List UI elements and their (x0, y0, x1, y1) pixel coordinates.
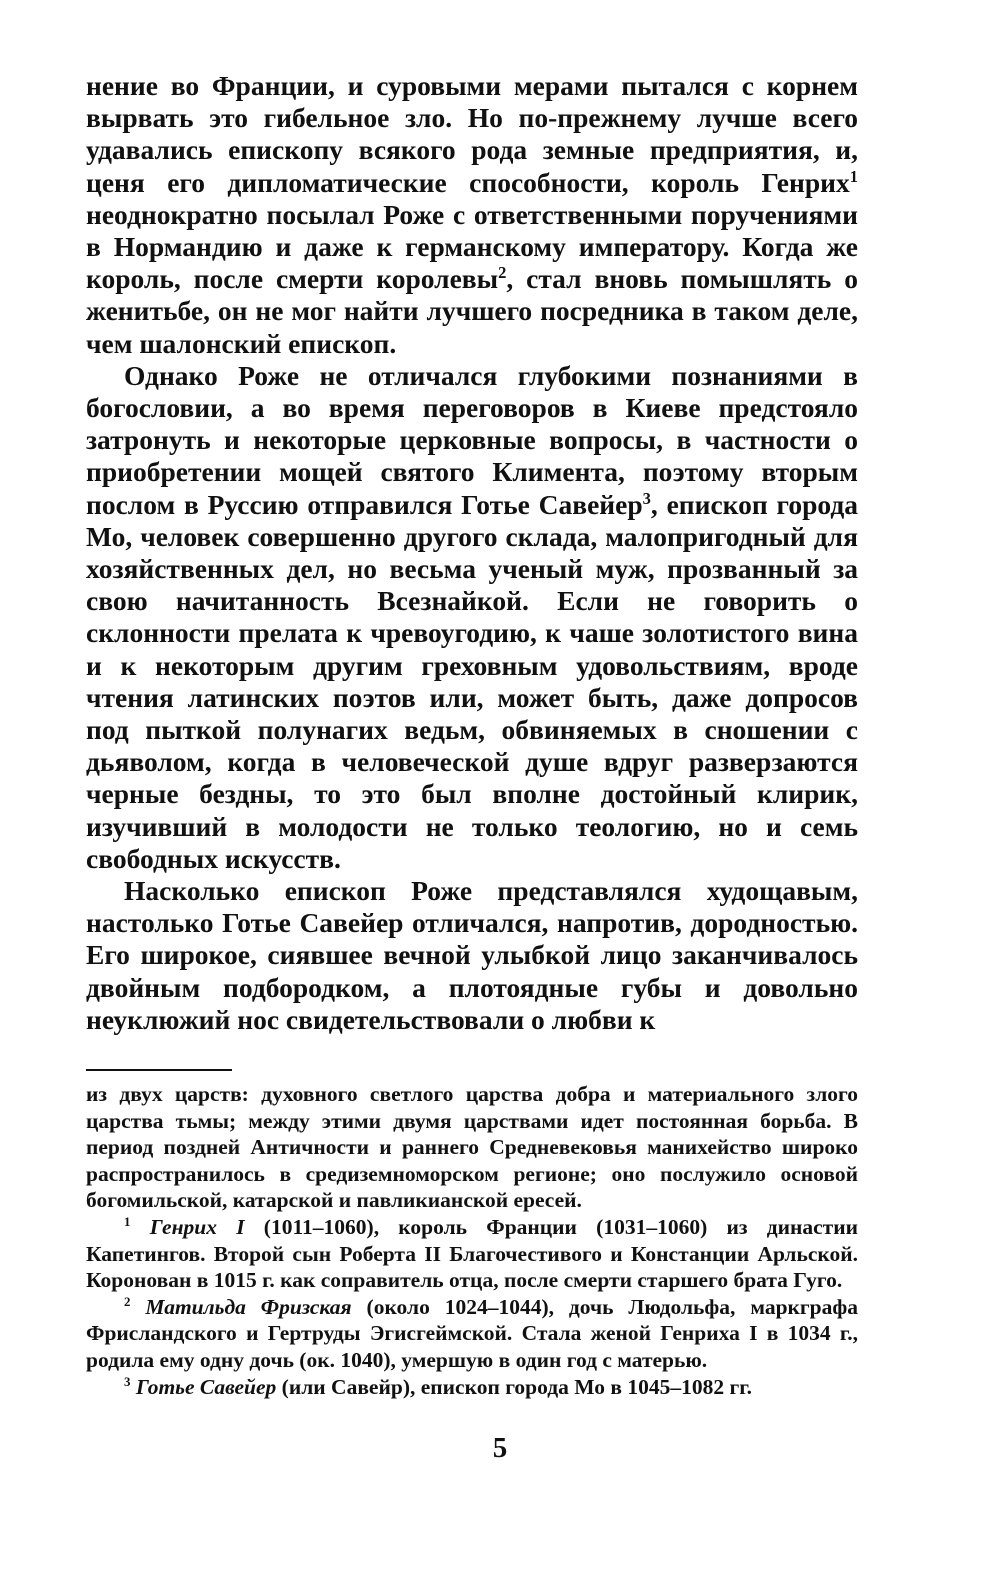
paragraph (86, 875, 858, 1036)
text-run: , стал вновь помышлять о женитьбе, он не мог найти лучшего посредника в таком деле, чем шалонский епископ. (86, 263, 858, 359)
text-run: Насколько епископ Роже представлялся худощавым, настолько Готье Савейер отличался, напротив, дородностью. Его широкое, сиявшее вечной улыбкой лицо заканчивалось двойным подбородком, а плотоядные губы и довольно неуклюжий нос свидетельствовали о любви к (86, 875, 858, 1035)
book-page (86, 70, 858, 1400)
text-run: Однако Роже не отличался глубокими познаниями в богословии, а во время переговоров в Киеве предстояло затронуть и некоторые церковные вопросы, в частности о приобретении мощей святого Климента, поэтому вторым послом в Руссию отправился Готье Савейер (86, 359, 858, 520)
text-run: (около 1024–1044), дочь Людольфа, маркграфа Фрисландского и Гертруды Эгисгеймской. Стала женой Генриха I в 1034 г., родила ему одну дочь (ок. 1040), умершую в один год с матерью. (86, 1294, 859, 1373)
page-number: 5 (492, 1432, 508, 1464)
footnote-separator-rule (86, 1069, 232, 1071)
main-text-body (86, 70, 858, 1036)
text-run: неоднократно посылал Роже с ответственными поручениями в Нормандию и даже к германскому императору. Когда же король, после смерти королевы (86, 198, 858, 295)
footnote (86, 1214, 858, 1294)
footnotes-section (86, 1081, 858, 1400)
footnote-marker: 3 (124, 1374, 131, 1389)
footnote (86, 1374, 858, 1401)
footnote (86, 1081, 858, 1214)
text-run: (или Савейр), епископ города Мо в 1045–1082 гг. (276, 1374, 752, 1399)
footnote-marker: 2 (124, 1294, 131, 1309)
text-run: (1011–1060), король Франции (1031–1060) из династии Капетингов. Второй сын Роберта II Благочестивого и Констанции Арльской. Коронован в 1015 г. как соправитель отца, после смерти старшего брата Гуго. (86, 1215, 859, 1293)
text-run: нение во Франции, и суровыми мерами пытался с корнем вырвать это гибельное зло. Но по-прежнему лучше всего удавались епископу всякого рода земные предприятия, и, ценя его дипломатические способности, король Генрих (86, 70, 858, 198)
footnote-subject-name: Генрих I (149, 1215, 245, 1240)
text-run (130, 1295, 145, 1319)
footnote-subject-name: Готье Савейер (135, 1374, 277, 1399)
text-run: из двух царств: духовного светлого царства добра и материального злого царства тьмы; между этими двумя царствами идет постоянная борьба. В период поздней Античности и раннего Средневековья манихейство широко распространилось в средиземноморском регионе; оно послужило основой богомильской, катарской и павликианской ересей. (86, 1082, 858, 1213)
text-run: , епископ города Мо, человек совершенно другого склада, малопригодный для хозяйственных дел, но весьма ученый муж, прозванный за свою начитанность Всезнайкой. Если не говорить о склонности прелата к чревоугодию, к чаше золотистого вина и к некоторым другим греховным удовольствиям, вроде чтения латинских поэтов или, может быть, даже допросов под пыткой полунагих ведьм, обвиняемых в сношении с дьяволом, когда в человеческой душе вдруг разверзаются черные бездны, то это был вполне достойный клирик, изучивший в молодости не только теологию, но и семь свободных искусств. (86, 488, 858, 874)
footnote-marker: 2 (498, 263, 507, 283)
footnote (86, 1294, 858, 1374)
paragraph (86, 70, 858, 360)
footnote-marker: 1 (124, 1214, 131, 1229)
footnote-subject-name: Матильда Фризская (145, 1294, 352, 1319)
footnote-marker: 3 (642, 488, 651, 508)
text-run (130, 1215, 149, 1239)
footnote-marker: 1 (849, 166, 858, 186)
paragraph (86, 360, 858, 875)
